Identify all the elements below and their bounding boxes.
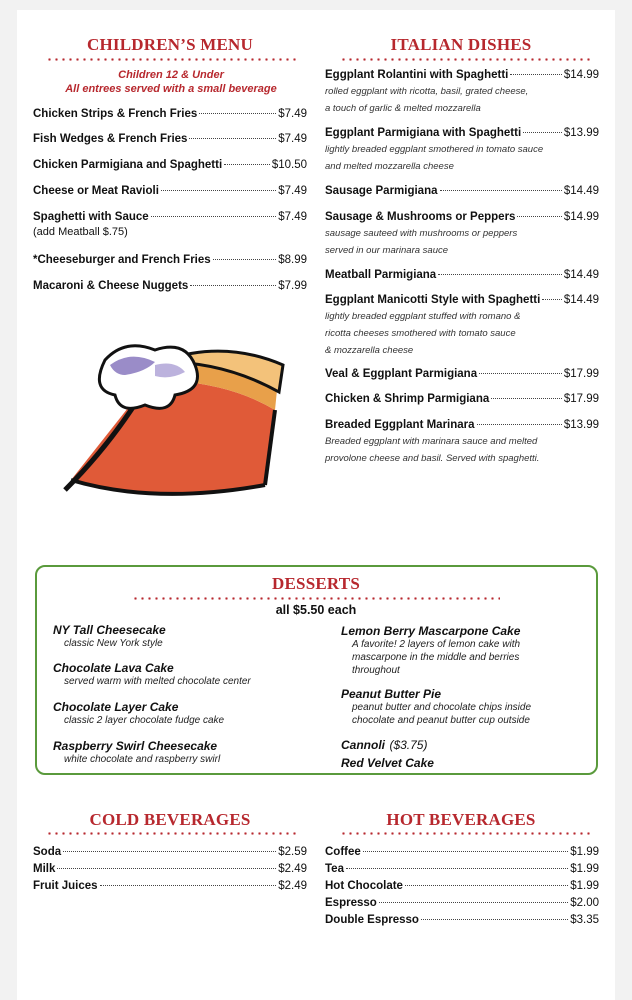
item-price: $14.49	[563, 294, 599, 306]
menu-item	[325, 126, 599, 175]
item-price: $7.99	[278, 280, 307, 292]
dot-leader	[363, 851, 568, 852]
pie-slice-icon	[65, 340, 283, 494]
menu-item	[325, 184, 599, 199]
dessert-description: mascarpone in the middle and berries	[352, 652, 520, 663]
item-price: $7.49	[278, 185, 307, 197]
dessert-description: throughout	[352, 665, 400, 676]
item-price: $1.99	[570, 846, 599, 858]
dessert-description: served warm with melted chocolate center	[64, 676, 251, 687]
item-price: $2.49	[278, 863, 307, 875]
item-price: $2.59	[278, 846, 307, 858]
item-name: *Cheeseburger and French Fries	[33, 254, 211, 266]
dot-leader	[491, 398, 562, 399]
item-description: provolone cheese and basil. Served with spaghetti.	[325, 453, 540, 464]
menu-item	[325, 862, 599, 877]
item-price: $1.99	[570, 863, 599, 875]
dot-leader	[161, 190, 276, 191]
dessert-description: peanut butter and chocolate chips inside	[352, 702, 532, 713]
item-price: $2.00	[570, 897, 599, 909]
item-name: Coffee	[325, 846, 361, 858]
item-price: $14.49	[563, 269, 599, 281]
dessert-name: Red Velvet Cake	[341, 756, 434, 770]
dessert-name: NY Tall Cheesecake	[53, 623, 166, 637]
dot-leader	[189, 138, 276, 139]
item-name: Double Espresso	[325, 914, 419, 926]
item-description: Breaded eggplant with marinara sauce and melted	[325, 436, 538, 447]
menu-item	[33, 253, 307, 268]
menu-item	[325, 392, 599, 407]
menu-item	[325, 367, 599, 382]
item-price: $7.49	[278, 133, 307, 145]
item-name: Spaghetti with Sauce	[33, 211, 149, 223]
menu-item	[325, 210, 599, 259]
dessert-description: classic New York style	[64, 638, 163, 649]
item-name: Veal & Eggplant Parmigiana	[325, 368, 478, 380]
dessert-item	[53, 661, 251, 688]
menu-item	[325, 268, 599, 283]
dot-leader	[379, 902, 568, 903]
italian-title-divider	[340, 58, 592, 61]
menu-item	[33, 845, 307, 860]
childrens-title-divider	[46, 58, 298, 61]
dessert-item	[341, 687, 531, 727]
item-name: Breaded Eggplant Marinara	[325, 419, 475, 431]
item-description: ricotta cheeses smothered with tomato sauce	[325, 328, 516, 339]
menu-item	[33, 132, 307, 147]
dessert-name: Lemon Berry Mascarpone Cake	[341, 624, 521, 638]
dot-leader	[510, 74, 561, 75]
item-name: Sausage & Mushrooms or Peppers	[325, 211, 516, 223]
item-price: $14.49	[563, 185, 599, 197]
menu-item	[325, 68, 599, 117]
dessert-price-note: ($3.75)	[389, 738, 428, 752]
dot-leader	[542, 299, 562, 300]
menu-item	[33, 184, 307, 199]
item-price: $7.49	[278, 211, 307, 223]
dessert-item	[53, 739, 220, 766]
cold-title-divider	[46, 832, 298, 835]
item-price: $13.99	[563, 127, 599, 139]
dessert-name: Chocolate Layer Cake	[53, 700, 179, 714]
dot-leader	[199, 113, 276, 114]
item-price: $3.35	[570, 914, 599, 926]
menu-item	[33, 158, 307, 173]
dessert-description: classic 2 layer chocolate fudge cake	[64, 715, 225, 726]
dessert-item	[53, 700, 224, 727]
cold-beverages-title: COLD BEVERAGES	[89, 810, 251, 829]
menu-item	[33, 279, 307, 294]
hot-beverages-title: HOT BEVERAGES	[386, 810, 536, 829]
dessert-item	[341, 624, 520, 677]
dot-leader	[151, 216, 277, 217]
menu-item	[33, 107, 307, 122]
dot-leader	[479, 373, 562, 374]
desserts-title: DESSERTS	[272, 574, 360, 593]
item-name: Fruit Juices	[33, 880, 98, 892]
item-price: $8.99	[278, 254, 307, 266]
childrens-subtitle-2: All entrees served with a small beverage	[65, 83, 277, 95]
childrens-menu-title: CHILDREN’S MENU	[87, 35, 253, 54]
item-name: Cheese or Meat Ravioli	[33, 185, 159, 197]
item-description: lightly breaded eggplant stuffed with romano &	[325, 311, 521, 322]
item-name: Eggplant Manicotti Style with Spaghetti	[325, 294, 541, 306]
menu-item	[33, 210, 307, 240]
dot-leader	[440, 190, 562, 191]
item-name: Meatball Parmigiana	[325, 269, 437, 281]
menu-item	[325, 913, 599, 928]
item-price: $14.99	[563, 69, 599, 81]
hot-title-divider	[340, 832, 592, 835]
dessert-description: white chocolate and raspberry swirl	[64, 754, 221, 765]
item-name: Chicken Strips & French Fries	[33, 108, 198, 120]
dot-leader	[421, 919, 568, 920]
dot-leader	[523, 132, 562, 133]
menu-item	[325, 293, 599, 359]
item-name: Eggplant Parmigiana with Spaghetti	[325, 127, 522, 139]
menu-item	[325, 845, 599, 860]
dessert-item	[53, 623, 166, 650]
item-name: Soda	[33, 846, 62, 858]
item-description: served in our marinara sauce	[325, 245, 449, 256]
menu-item	[325, 418, 599, 467]
dessert-name: Peanut Butter Pie	[341, 687, 442, 701]
dot-leader	[438, 274, 562, 275]
item-description: a touch of garlic & melted mozzarella	[325, 103, 481, 114]
item-price: $2.49	[278, 880, 307, 892]
item-price: $17.99	[563, 368, 599, 380]
dessert-name: Chocolate Lava Cake	[53, 661, 174, 675]
item-description: rolled eggplant with ricotta, basil, grated cheese,	[325, 86, 529, 97]
menu-item	[325, 879, 599, 894]
dot-leader	[224, 164, 270, 165]
dessert-description: A favorite! 2 layers of lemon cake with	[352, 639, 521, 650]
item-description: & mozzarella cheese	[325, 345, 414, 356]
item-name: Eggplant Rolantini with Spaghetti	[325, 69, 509, 81]
item-price: $1.99	[570, 880, 599, 892]
dot-leader	[57, 868, 276, 869]
desserts-title-divider	[132, 597, 500, 600]
item-name: Chicken Parmigiana and Spaghetti	[33, 159, 223, 171]
dessert-item	[341, 736, 427, 754]
dot-leader	[346, 868, 568, 869]
item-description: lightly breaded eggplant smothered in tomato sauce	[325, 144, 544, 155]
childrens-subtitle-1: Children 12 & Under	[118, 69, 224, 81]
item-name: Sausage Parmigiana	[325, 185, 438, 197]
item-price: $14.99	[563, 211, 599, 223]
item-description: sausage sauteed with mushrooms or peppers	[325, 228, 518, 239]
item-price: $17.99	[563, 393, 599, 405]
dot-leader	[213, 259, 277, 260]
pie-illustration	[55, 320, 295, 520]
dot-leader	[63, 851, 276, 852]
menu-item	[33, 879, 307, 894]
item-name: Fish Wedges & French Fries	[33, 133, 188, 145]
item-name: Macaroni & Cheese Nuggets	[33, 280, 189, 292]
item-name: Milk	[33, 863, 56, 875]
item-note: (add Meatball $.75)	[33, 226, 128, 238]
item-name: Tea	[325, 863, 344, 875]
dessert-name: Cannoli	[341, 738, 385, 752]
dot-leader	[405, 885, 568, 886]
menu-item	[325, 896, 599, 911]
item-price: $13.99	[563, 419, 599, 431]
dot-leader	[477, 424, 562, 425]
menu-item	[33, 862, 307, 877]
item-name: Chicken & Shrimp Parmigiana	[325, 393, 490, 405]
italian-dishes-title: ITALIAN DISHES	[390, 35, 532, 54]
item-price: $10.50	[271, 159, 307, 171]
item-name: Espresso	[325, 897, 377, 909]
dessert-name: Raspberry Swirl Cheesecake	[53, 739, 218, 753]
item-price: $7.49	[278, 108, 307, 120]
item-name: Hot Chocolate	[325, 880, 403, 892]
dessert-description: chocolate and peanut butter cup outside	[352, 715, 530, 726]
dot-leader	[517, 216, 561, 217]
dot-leader	[100, 885, 277, 886]
dessert-item	[341, 756, 434, 770]
item-description: and melted mozzarella cheese	[325, 161, 454, 172]
dot-leader	[190, 285, 276, 286]
desserts-subtitle: all $5.50 each	[275, 603, 357, 617]
